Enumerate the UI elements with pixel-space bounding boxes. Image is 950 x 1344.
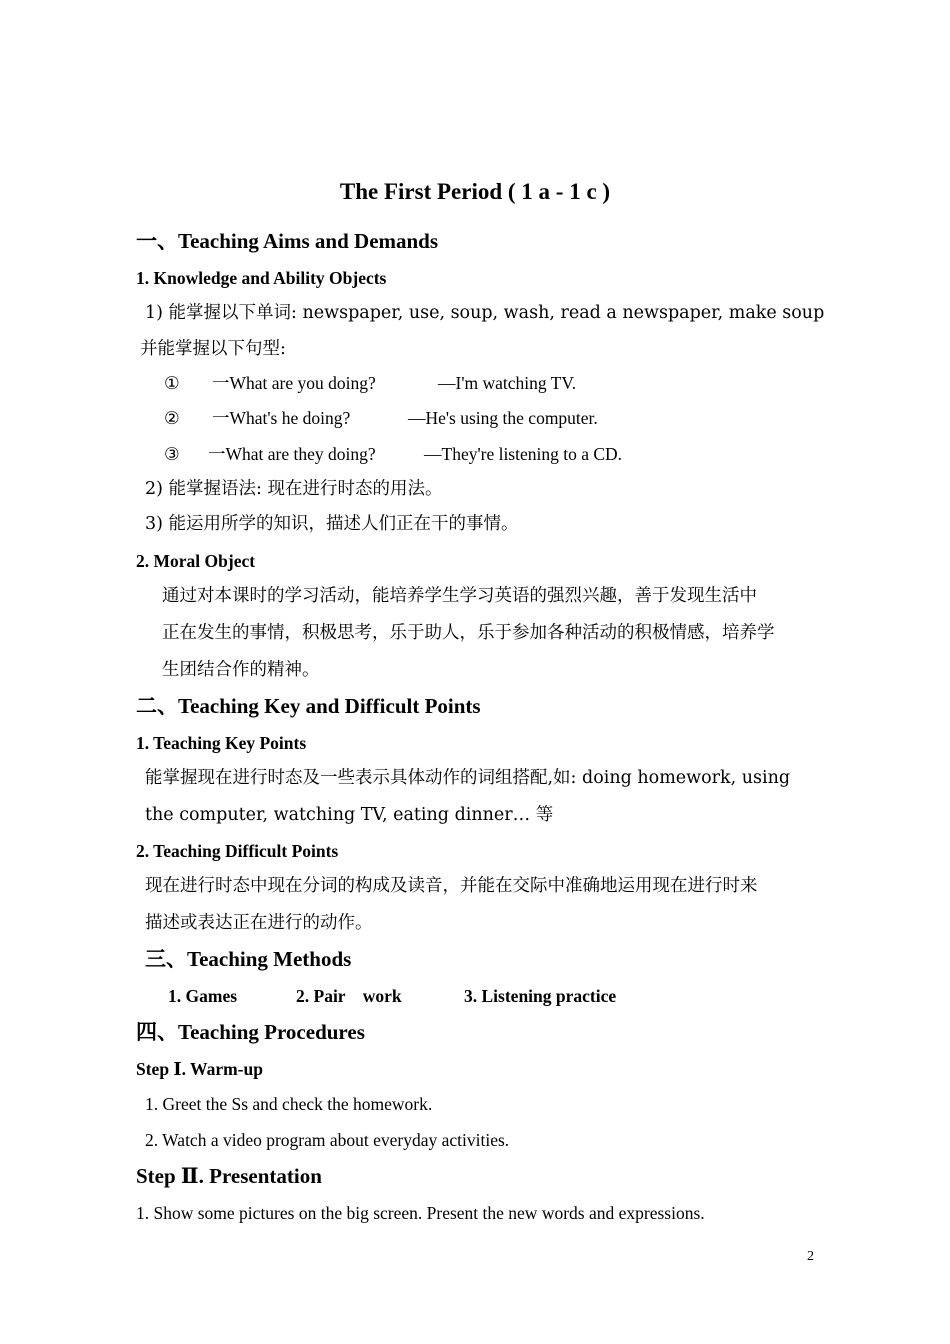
section-heading-procedures: 四、Teaching Procedures [136, 1020, 365, 1044]
step-heading-warmup: Step Ⅰ. Warm-up [136, 1059, 263, 1079]
step-item: 1. Show some pictures on the big screen. Present the new words and expressions. [136, 1203, 705, 1223]
dialog-question: 一What are you doing? [212, 373, 376, 393]
moral-line: 通过对本课时的学习活动，能培养学生学习英语的强烈兴趣，善于发现生活中 [162, 586, 757, 606]
difficult-points-line: 描述或表达正在进行的动作。 [145, 913, 373, 933]
section-heading-key-points: 二、Teaching Key and Difficult Points [136, 694, 481, 718]
dialog-number: ③ [164, 444, 180, 464]
method-item: 3. Listening practice [464, 986, 617, 1006]
subheading-knowledge: 1. Knowledge and Ability Objects [136, 268, 387, 288]
page-number: 2 [807, 1249, 814, 1264]
dialog-number: ① [164, 373, 180, 393]
step-item: 2. Watch a video program about everyday activities. [145, 1130, 510, 1150]
moral-line: 生团结合作的精神。 [162, 660, 320, 680]
method-item: 2. Pair work [296, 986, 402, 1006]
dialog-number: ② [164, 408, 180, 428]
aim-item-1: 1) 能掌握以下单词: newspaper, use, soup, wash, read a newspaper, make soup [145, 303, 825, 323]
dialog-answer: —He's using the computer. [408, 408, 598, 428]
page-title: The First Period ( 1 a - 1 c ) [339, 179, 611, 204]
step-item: 1. Greet the Ss and check the homework. [145, 1094, 433, 1114]
section-heading-aims: 一、Teaching Aims and Demands [136, 229, 439, 253]
dialog-answer: —They're listening to a CD. [424, 444, 623, 464]
section-heading-methods: 三、Teaching Methods [145, 947, 352, 971]
key-points-line: 能掌握现在进行时态及一些表示具体动作的词组搭配,如: doing homework, using [145, 768, 791, 788]
dialog-answer: —I'm watching TV. [438, 373, 577, 393]
subheading-difficult-points: 2. Teaching Difficult Points [136, 841, 339, 861]
key-points-line: the computer, watching TV, eating dinner… 等 [145, 805, 554, 825]
aim-item-1b: 并能掌握以下句型: [140, 339, 286, 359]
moral-line: 正在发生的事情，积极思考，乐于助人，乐于参加各种活动的积极情感，培养学 [162, 623, 775, 643]
subheading-key-points: 1. Teaching Key Points [136, 733, 307, 753]
dialog-question: 一What's he doing? [212, 408, 351, 428]
aim-item-3: 3) 能运用所学的知识，描述人们正在干的事情。 [145, 514, 519, 534]
difficult-points-line: 现在进行时态中现在分词的构成及读音，并能在交际中准确地运用现在进行时来 [145, 876, 758, 896]
aim-item-2: 2) 能掌握语法: 现在进行时态的用法。 [145, 479, 443, 499]
step-heading-presentation: Step Ⅱ. Presentation [136, 1164, 322, 1188]
subheading-moral: 2. Moral Object [136, 551, 256, 571]
dialog-question: 一What are they doing? [208, 444, 376, 464]
method-item: 1. Games [168, 986, 238, 1006]
